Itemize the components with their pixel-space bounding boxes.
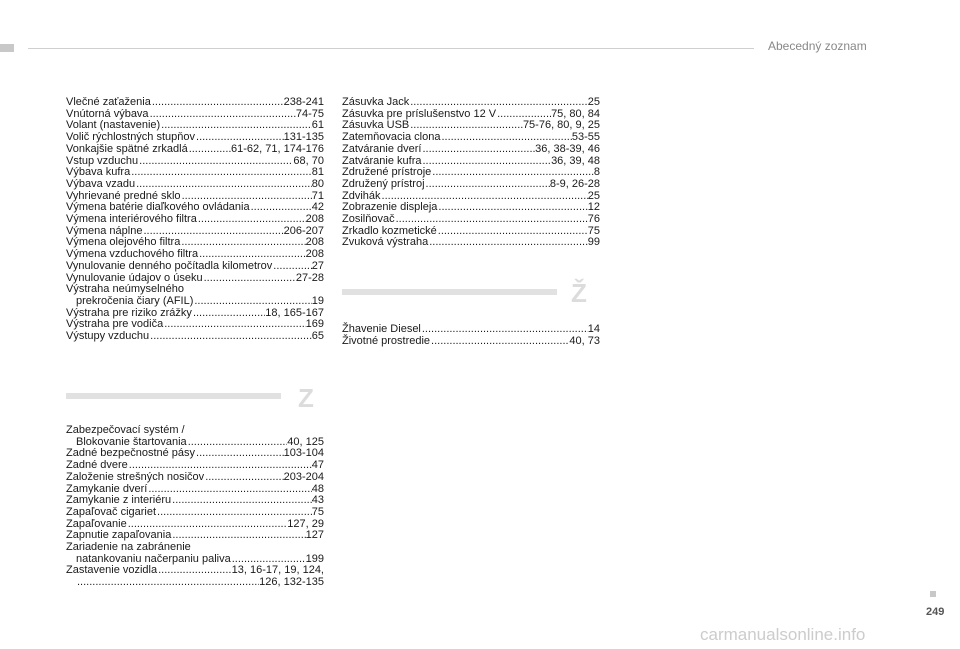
dot-leader [172, 495, 312, 507]
index-entry-page: 8-9, 26-28 [549, 177, 600, 190]
page-number: 249 [926, 606, 945, 618]
dot-leader [139, 156, 293, 168]
index-entry-label: Žhavenie Diesel [342, 323, 421, 335]
index-entry-label: natankovaniu načerpaniu paliva [76, 552, 231, 565]
dot-leader [429, 237, 588, 249]
index-entry-label: Vlečné zaťaženia [66, 96, 151, 108]
dot-leader [273, 261, 311, 273]
index-entry [342, 324, 600, 336]
index-entry-label: Volič rýchlostných stupňov [66, 131, 196, 144]
index-entry-page: 47 [311, 459, 324, 472]
index-entry-label: Výmena batérie diaľkového ovládania [66, 201, 250, 214]
index-entry-label: Združené prístroje [342, 166, 432, 179]
index-entry-label: Volant (nastavenie) [66, 119, 161, 132]
index-entry-page: 8 [593, 166, 600, 179]
page-header-title: Abecedný zoznam [768, 39, 867, 53]
index-entry-page: 169 [305, 318, 324, 331]
index-entry-label: Zastavenie vozidla [66, 564, 158, 577]
dot-leader [204, 273, 296, 285]
dot-leader [205, 472, 283, 484]
index-entry [66, 425, 324, 437]
index-entry-label: Zapaľovanie [66, 517, 127, 530]
index-entry-label: Zatemňovacia clona [342, 131, 441, 144]
dot-leader [77, 577, 259, 589]
index-entry-label: Zamykanie z interiéru [66, 494, 172, 507]
index-entry-page: 43 [311, 494, 324, 507]
index-entry-page: 208 [305, 236, 324, 249]
index-entry-label: Výstupy vzduchu [66, 330, 150, 343]
index-entry-label: Zadné dvere [66, 459, 128, 472]
dot-leader [131, 167, 312, 179]
index-entry-label: Zásuvka Jack [342, 96, 410, 108]
section-letter-zh: Ž [571, 278, 587, 308]
index-entry-page: 61-62, 71, 174-176 [231, 142, 324, 155]
index-entry [342, 214, 600, 226]
index-entry-page: 13, 16-17, 19, 124, [231, 564, 324, 577]
dot-leader [152, 97, 284, 109]
index-entry-label: Vynulovanie denného počítadla kilometrov [66, 259, 273, 272]
index-entry-page: 127, 29 [287, 517, 324, 530]
corner-marker [0, 44, 14, 52]
index-entry-label: Životné prostredie [342, 334, 431, 347]
index-entry-label: Výmena olejového filtra [66, 236, 181, 249]
page-number-marker [930, 591, 936, 597]
section-divider-zh [342, 289, 557, 295]
index-entry-page: 14 [587, 323, 600, 335]
index-entry-label: Výbava vzadu [66, 177, 136, 190]
dot-leader [422, 324, 588, 336]
index-entry-page: 199 [305, 552, 324, 565]
index-entry-label: Založenie strešných nosičov [66, 470, 205, 483]
index-entry-label: Zásuvka pre príslušenstvo 12 V [342, 107, 497, 120]
index-entry-page: 27-28 [295, 271, 324, 284]
section-letter-z: Z [298, 383, 314, 413]
index-entry-page: 68, 70 [293, 154, 324, 167]
index-entry-page: 40, 125 [287, 435, 324, 448]
index-entry-page: 74-75 [295, 107, 324, 120]
dot-leader [172, 530, 305, 542]
index-entry-label: Vynulovanie údajov o úseku [66, 271, 203, 284]
index-column-zh [342, 324, 600, 347]
header-rule [28, 48, 754, 49]
index-entry-page: 127 [305, 529, 324, 542]
index-entry [342, 97, 600, 109]
index-entry-label: Výstraha pre vodiča [66, 318, 164, 331]
dot-leader [438, 226, 588, 238]
index-column-z [66, 425, 324, 589]
index-entry-label: prekročenia čiary (AFIL) [76, 294, 194, 307]
index-entry-label: Zatváranie dverí [342, 142, 422, 155]
index-entry-page: 42 [311, 201, 324, 214]
index-entry-page: 76 [587, 213, 600, 226]
index-entry-label: Zdvihák [342, 189, 381, 202]
dot-leader [148, 484, 311, 496]
index-entry-page: 99 [587, 236, 600, 249]
index-entry [66, 261, 324, 273]
dot-leader [188, 437, 288, 449]
dot-leader [158, 565, 232, 577]
index-entry-page: 18, 165-167 [265, 306, 324, 319]
index-entry-page: 126, 132-135 [259, 576, 324, 589]
index-entry-label: Výstraha pre riziko zrážky [66, 306, 192, 319]
index-entry [342, 336, 600, 348]
dot-leader [396, 214, 588, 226]
index-entry-label: Zobrazenie displeja [342, 201, 438, 214]
index-entry-page: 12 [587, 201, 600, 214]
dot-leader [431, 336, 569, 348]
index-entry [66, 144, 324, 156]
index-entry-label: Výmena interiérového filtra [66, 213, 197, 226]
index-entry [66, 472, 324, 484]
dot-leader [181, 237, 305, 249]
index-entry-page: 36, 38-39, 46 [535, 142, 600, 155]
index-entry-page: 40, 73 [569, 334, 600, 347]
index-entry-label: Zosilňovač [342, 213, 395, 226]
index-entry [66, 97, 324, 109]
index-entry-page: 75, 80, 84 [551, 107, 600, 120]
index-entry-page: 71 [311, 189, 324, 202]
index-entry-page: 25 [587, 96, 600, 108]
index-entry-page: 19 [311, 294, 324, 307]
index-entry-page: 75-76, 80, 9, 25 [522, 119, 600, 132]
index-entry-page: 80 [311, 177, 324, 190]
dot-leader [438, 202, 587, 214]
index-entry-page: 208 [305, 213, 324, 226]
index-entry-page: 65 [311, 330, 324, 343]
index-entry-page: 27 [311, 259, 324, 272]
index-entry-label: Zapnutie zapaľovania [66, 529, 172, 542]
dot-leader [193, 308, 265, 320]
index-entry-label: Výbava kufra [66, 166, 131, 179]
index-entry [342, 179, 600, 191]
index-entry-label: Zapaľovač cigariet [66, 505, 157, 518]
dot-leader [422, 156, 551, 168]
index-entry-page: 25 [587, 189, 600, 202]
dot-leader [251, 202, 312, 214]
index-entry-label: Blokovanie štartovania [76, 435, 187, 448]
dot-leader [196, 448, 284, 460]
index-entry [66, 214, 324, 226]
index-entry [66, 179, 324, 191]
index-entry-page: 53-55 [571, 131, 600, 144]
index-entry-page: 208 [305, 248, 324, 261]
dot-leader [189, 144, 231, 156]
index-entry-label: Vonkajšie spätné zrkadlá [66, 142, 188, 155]
index-entry-page: 75 [587, 224, 600, 237]
index-entry-page: 203-204 [283, 470, 324, 483]
index-entry [66, 296, 324, 308]
index-entry-label: Zvuková výstraha [342, 236, 429, 249]
index-entry-label: Zásuvka USB [342, 119, 410, 132]
index-entry-page: 48 [311, 482, 324, 495]
dot-leader [150, 109, 296, 121]
index-entry-label: Výstraha neúmyselného [66, 283, 185, 296]
dot-leader [136, 179, 312, 191]
index-entry-label: Vstup vzduchu [66, 154, 139, 167]
index-entry-page: 75 [311, 505, 324, 518]
index-entry-page: 238-241 [283, 96, 324, 108]
dot-leader [410, 97, 588, 109]
index-entry [66, 331, 324, 343]
index-entry-page: 61 [311, 119, 324, 132]
dot-leader [198, 214, 306, 226]
watermark: carmanualsonline.info [700, 625, 866, 644]
index-entry-label: Zabezpečovací systém / [66, 424, 185, 436]
index-entry-label: Zatváranie kufra [342, 154, 422, 167]
index-entry-label: Výmena náplne [66, 224, 143, 237]
index-entry-label: Zariadenie na zabránenie [66, 541, 191, 554]
index-entry-page: 131-135 [283, 131, 324, 144]
index-entry-label: Vyhrievané predné sklo [66, 189, 181, 202]
dot-leader [150, 331, 312, 343]
index-entry [342, 144, 600, 156]
section-divider-z [66, 393, 281, 399]
dot-leader [422, 144, 535, 156]
dot-leader [164, 319, 305, 331]
dot-leader [426, 179, 550, 191]
index-entry [66, 507, 324, 519]
index-entry-page: 81 [311, 166, 324, 179]
index-entry-label: Vnútorná výbava [66, 107, 149, 120]
index-entry-page: 103-104 [283, 447, 324, 460]
index-entry-label: Výmena vzduchového filtra [66, 248, 199, 261]
index-entry-label: Zrkadlo kozmetické [342, 224, 437, 237]
index-entry [66, 577, 324, 589]
dot-leader [157, 507, 312, 519]
index-column-v [66, 97, 324, 343]
index-entry [66, 542, 324, 554]
index-entry-page: 206-207 [283, 224, 324, 237]
index-entry-label: Zamykanie dverí [66, 482, 148, 495]
index-entry-label: Združený prístroj [342, 177, 425, 190]
index-entry-label: Zadné bezpečnostné pásy [66, 447, 196, 460]
dot-leader [194, 296, 311, 308]
index-entry [342, 237, 600, 249]
index-column-z-continued [342, 97, 600, 249]
index-entry-page: 36, 39, 48 [551, 154, 600, 167]
